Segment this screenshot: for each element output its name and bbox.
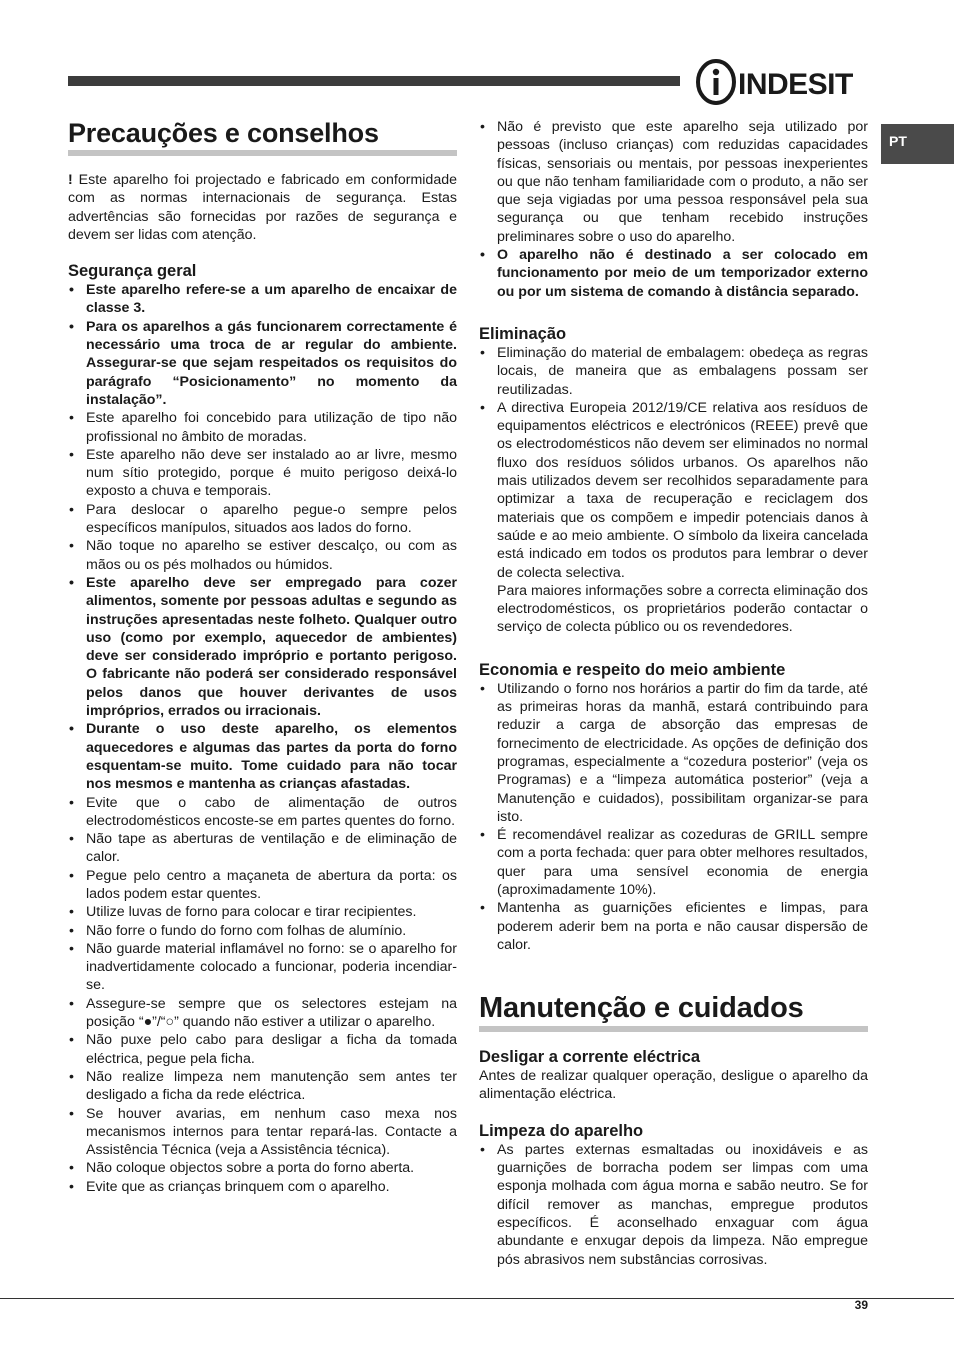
intro-text: Este aparelho foi projectado e fabricado em conformidade com as normas internacionais de segurança. Estas advertências são fornecidas por razões de segurança e devem ser lidas com atenção. — [68, 172, 457, 243]
heading-cleaning: Limpeza do aparelho — [479, 1121, 644, 1140]
footer-rule — [0, 1298, 954, 1299]
list-item: • Este aparelho não deve ser instalado ao ar livre, mesmo num sítio protegido, porque é muito perigoso deixá-lo exposto a chuva e temporais. — [68, 446, 457, 501]
disposal-list — [479, 344, 868, 582]
heading-general-safety: Segurança geral — [68, 262, 197, 281]
list-item: • Assegure-se sempre que os selectores estejam na posição “●”/“○” quando não estiver a utilizar o aparelho. — [68, 995, 457, 1032]
list-item: • O aparelho não é destinado a ser colocado em funcionamento por meio de um temporizador externo ou por um sistema de comando à distância separado. — [479, 246, 868, 301]
list-item: • Não guarde material inflamável no forno: se o aparelho for inadvertidamente colocado a funcionar, poderia incendiar-se. — [68, 940, 457, 995]
intro-paragraph — [68, 171, 457, 244]
indesit-logo — [694, 58, 870, 106]
safety-list-continued — [479, 118, 868, 301]
safety-list — [68, 281, 457, 1196]
list-item: • Não tape as aberturas de ventilação e de eliminação de calor. — [68, 830, 457, 867]
heading-power-off: Desligar a corrente eléctrica — [479, 1048, 701, 1067]
list-item: • Para deslocar o aparelho pegue-o sempre pelos específicos manípulos, situados aos lados do forno. — [68, 501, 457, 538]
heading-economy: Economia e respeito do meio ambiente — [479, 660, 786, 679]
list-item: • Não puxe pelo cabo para desligar a ficha da tomada eléctrica, pegue pela ficha. — [68, 1031, 457, 1068]
cleaning-list — [479, 1141, 868, 1269]
list-item: • Mantenha as guarnições eficientes e limpas, para poderem aderir bem na porta e não causar dispersão de calor. — [479, 899, 868, 954]
list-item: • Evite que as crianças brinquem com o aparelho. — [68, 1178, 457, 1196]
brand-text: INDESIT — [738, 68, 853, 101]
list-item: • Pegue pelo centro a maçaneta de abertura da porta: os lados podem estar quentes. — [68, 867, 457, 904]
list-item: • Se houver avarias, em nenhum caso mexa nos mecanismos internos para tentar repará-las. Contacte a Assistência Técnica (veja a Assistência técnica). — [68, 1105, 457, 1160]
language-tab[interactable]: PT — [881, 124, 954, 164]
list-item: • Este aparelho refere-se a um aparelho de encaixar de classe 3. — [68, 281, 457, 318]
list-item: • Este aparelho deve ser empregado para cozer alimentos, somente por pessoas adultas e segundo as instruções apresentadas neste folheto. Qualquer outro uso (como por exemplo, aquecedor de ambientes) deve ser considerado impróprio e portanto perigoso. O fabricante não poderá ser considerado responsável pelos danos que houver derivantes de usos impróprios, errados ou irracionais. — [68, 574, 457, 720]
list-item: • Utilizando o forno nos horários a partir do fim da tarde, até as primeiras horas da manhã, estará contribuindo para reduzir a carga de absorção das empresas de fornecimento de electricidade. As opções de definição dos programas, especialmente a “cozedura posterior” (veja os Programas) e a “limpeza automática posterior” (veja a Manutenção e cuidados), possibilitam organizar-se para isto. — [479, 680, 868, 826]
economy-list — [479, 680, 868, 954]
warning-mark: ! — [68, 172, 73, 188]
list-item: • Este aparelho foi concebido para utilização de tipo não profissional no âmbito de moradas. — [68, 409, 457, 446]
header-bar — [68, 76, 680, 86]
heading-disposal: Eliminação — [479, 324, 567, 343]
left-column — [68, 118, 457, 1196]
list-item: • Para os aparelhos a gás funcionarem correctamente é necessário uma troca de ar regular do ambiente. Assegurar-se que sejam respeitados os requisitos do parágrafo “Posicionamento” no momento da instalação”. — [68, 318, 457, 409]
power-off-text: Antes de realizar qualquer operação, desligue o aparelho da alimentação eléctrica. — [479, 1068, 868, 1103]
list-item: • Não realize limpeza nem manutenção sem antes ter desligado a ficha da rede eléctrica. — [68, 1068, 457, 1105]
list-item: • A directiva Europeia 2012/19/CE relativa aos resíduos de equipamentos eléctricos e electrónicos (REEE) prevê que os electrodomésticos não devem ser eliminados no normal fluxo dos resíduos sólidos urbanos. Os aparelhos não mais utilizados devem ser recolhidos separadamente para optimizar a taxa de recuperação e reciclagem dos materiais que os compõem e impedir potenciais danos à saúde e ao meio ambiente. O símbolo da lixeira cancelada está indicado em todos os produtos para lembrar o dever de colecta selectiva. — [479, 399, 868, 582]
disposal-note: Para maiores informações sobre a correcta eliminação dos electrodomésticos, os proprietários poderão contactar o serviço de colecta público ou os revendedores. — [497, 582, 868, 636]
list-item: • As partes externas esmaltadas ou inoxidáveis e as guarnições de borracha podem ser limpas com uma esponja molhada com água morna e sabão neutro. Se for difícil remover as manchas, empregue produtos específicos. É aconselhado enxaguar com água abundante e enxugar depois da limpeza. Não empregue pós abrasivos nem substâncias corrosivas. — [479, 1141, 868, 1269]
list-item: • Não forre o fundo do forno com folhas de alumínio. — [68, 922, 457, 940]
list-item: • Utilize luvas de forno para colocar e tirar recipientes. — [68, 903, 457, 921]
list-item: • Não toque no aparelho se estiver descalço, ou com as mãos ou os pés molhados ou húmidos. — [68, 537, 457, 574]
section-title-maintenance: Manutenção e cuidados — [479, 992, 868, 1032]
list-item: • Evite que o cabo de alimentação de outros electrodomésticos encoste-se em partes quentes do forno. — [68, 794, 457, 831]
list-item: • Não é previsto que este aparelho seja utilizado por pessoas (incluso crianças) com reduzidas capacidades físicas, sensoriais ou mentais, por pessoas inexperientes ou que não tenham familiaridade com o produto, a não ser que seja vigiadas por uma pessoa responsável pela sua segurança ou que tenham recebido instruções preliminares sobre o uso do aparelho. — [479, 118, 868, 246]
right-column — [479, 118, 868, 1269]
list-item: • É recomendável realizar as cozeduras de GRILL sempre com a porta fechada: quer para obter melhores resultados, quer para uma sensível economia de energia (aproximadamente 10%). — [479, 826, 868, 899]
list-item: • Durante o uso deste aparelho, os elementos aquecedores e algumas das partes da porta do forno esquentam-se muito. Tome cuidado para não tocar nos mesmos e mantenha as crianças afastadas. — [68, 720, 457, 793]
list-item: • Não coloque objectos sobre a porta do forno aberta. — [68, 1159, 457, 1177]
page-number: 39 — [854, 1298, 868, 1312]
list-item: • Eliminação do material de embalagem: obedeça as regras locais, de maneira que as embalagens possam ser reutilizadas. — [479, 344, 868, 399]
section-title-precautions: Precauções e conselhos — [68, 118, 457, 156]
